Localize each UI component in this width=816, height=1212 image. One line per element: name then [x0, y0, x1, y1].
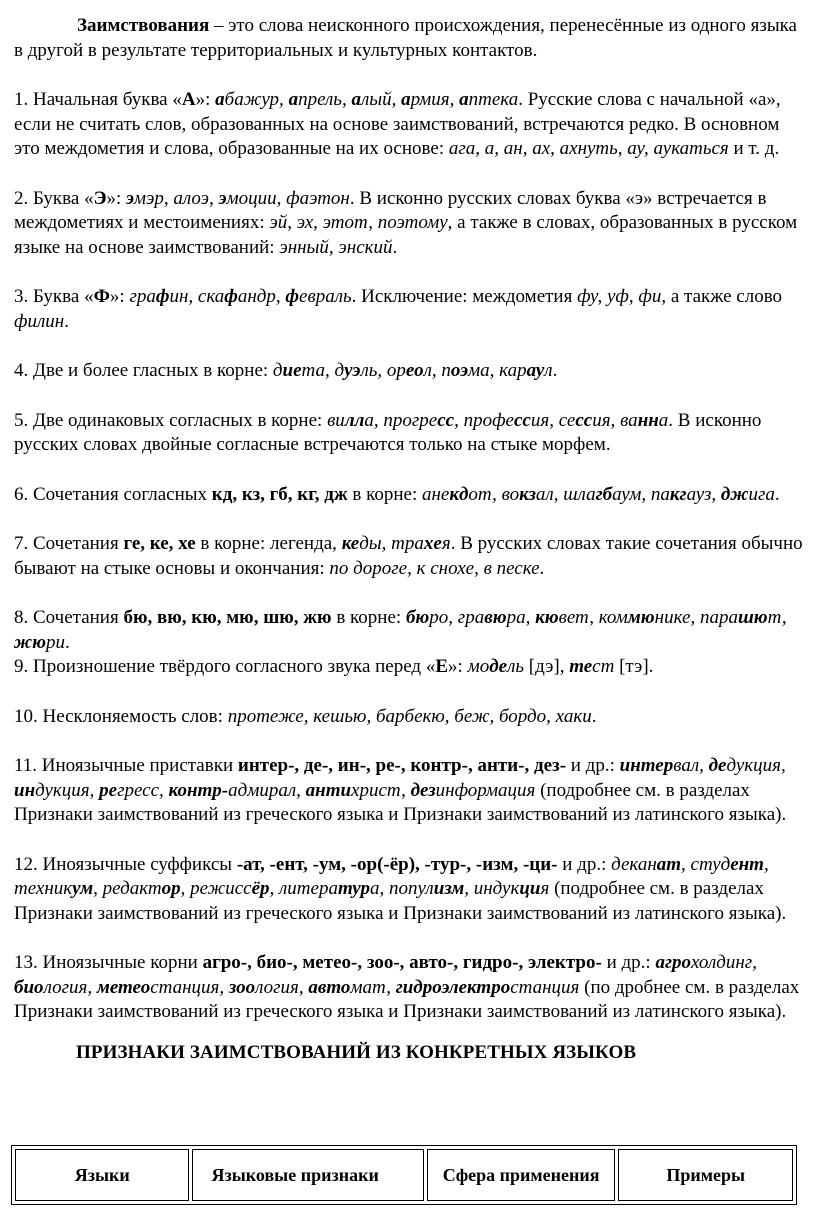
item-3: 3. Буква «Ф»: графин, скафандр, февраль. Исключение: междометия фу, уф, фи, а также слово филин. [14, 286, 783, 332]
header-features: Языковые признаки [192, 1149, 423, 1201]
item-4: 4. Две и более гласных в корне: диета, дуэль, ореол, поэма, караул. [14, 360, 558, 381]
item-12: 12. Иноязычные суффиксы -ат, -ент, -ум, -ор(-ёр), -тур-, -изм, -ци- и др.: деканат, студент, техникум, редактор, режиссёр, литература, популизм, индукция (подробнее см. в разделах Признаки заимствований из греческого языка и Признаки заимствований из латинского языка). [14, 853, 787, 924]
item-2: 2. Буква «Э»: эмэр, алоэ, эмоции, фаэтон. В исконно русских словах буква «э» встречается в междометиях и местоимениях: эй, эх, этот, поэтому, а также в словах, образованных в русском языке на основе заимствований: энный, энский. [14, 187, 798, 258]
intro-paragraph [14, 14, 804, 63]
header-languages: Языки [15, 1149, 189, 1201]
header-examples: Примеры [618, 1149, 793, 1201]
section-heading: ПРИЗНАКИ ЗАИМСТВОВАНИЙ ИЗ КОНКРЕТНЫХ ЯЗЫКОВ [76, 1041, 637, 1063]
item-13: 13. Иноязычные корни агро-, био-, метео-, зоо-, авто-, гидро-, электро- и др.: агрохолдинг, биология, метеостанция, зоология, автомат, гидроэлектростанция (по дробнее см. в разделах Признаки заимствований из греческого языка и Признаки заимствований из латинского языка). [14, 952, 800, 1022]
intro-term: Заимствования [77, 15, 210, 36]
document-body [14, 14, 804, 1065]
table-header-row [15, 1149, 793, 1201]
item-10: 10. Несклоняемость слов: протеже, кешью, барбекю, беж, бордо, хаки. [14, 705, 597, 727]
intro-text: – это слова неисконного происхождения, перенесённые из одного языка в другой в результате территориальных и культурных контактов. [14, 15, 797, 61]
item-5: 5. Две одинаковых согласных в корне: вилла, прогресс, профессия, сессия, ванна. В исконно русских словах двойные согласные встречаются только на стыке морфем. [14, 409, 762, 455]
languages-table [11, 1145, 797, 1205]
item-7: 7. Сочетания ге, ке, хе в корне: легенда, кеды, трахея. В русских словах такие сочетания обычно бывают на стыке основы и окончания: по дороге, к снохе, в песке. [14, 533, 803, 579]
header-scope: Сфера применения [427, 1149, 616, 1201]
item-1: 1. Начальная буква «А»: абажур, апрель, алый, армия, аптека. Русские слова с начальной «а», если не считать слов, образованных на основе заимствований, встречаются редко. В основном это междометия и слова, образованные на их основе: ага, а, ан, ах, ахнуть, ау, аукаться и т. д. [14, 89, 781, 159]
item-6: 6. Сочетания согласных кд, кз, гб, кг, дж в корне: анекдот, вокзал, шлагбаум, пакгауз, джига. [14, 483, 780, 505]
item-9: 9. Произношение твёрдого согласного звука перед «Е»: модель [дэ], тест [тэ]. [14, 656, 654, 677]
item-11: 11. Иноязычные приставки интер-, де-, ин-, ре-, контр-, анти-, дез- и др.: интервал, дедукция, индукция, регресс, контр-адмирал, антихрист, дезинформация (подробнее см. в разделах Признаки заимствований из греческого языка и Признаки заимствований из латинского языка). [14, 755, 787, 825]
item-8: 8. Сочетания бю, вю, кю, мю, шю, жю в корне: бюро, гравюра, кювет, коммюнике, парашют, жюри. [14, 607, 787, 653]
